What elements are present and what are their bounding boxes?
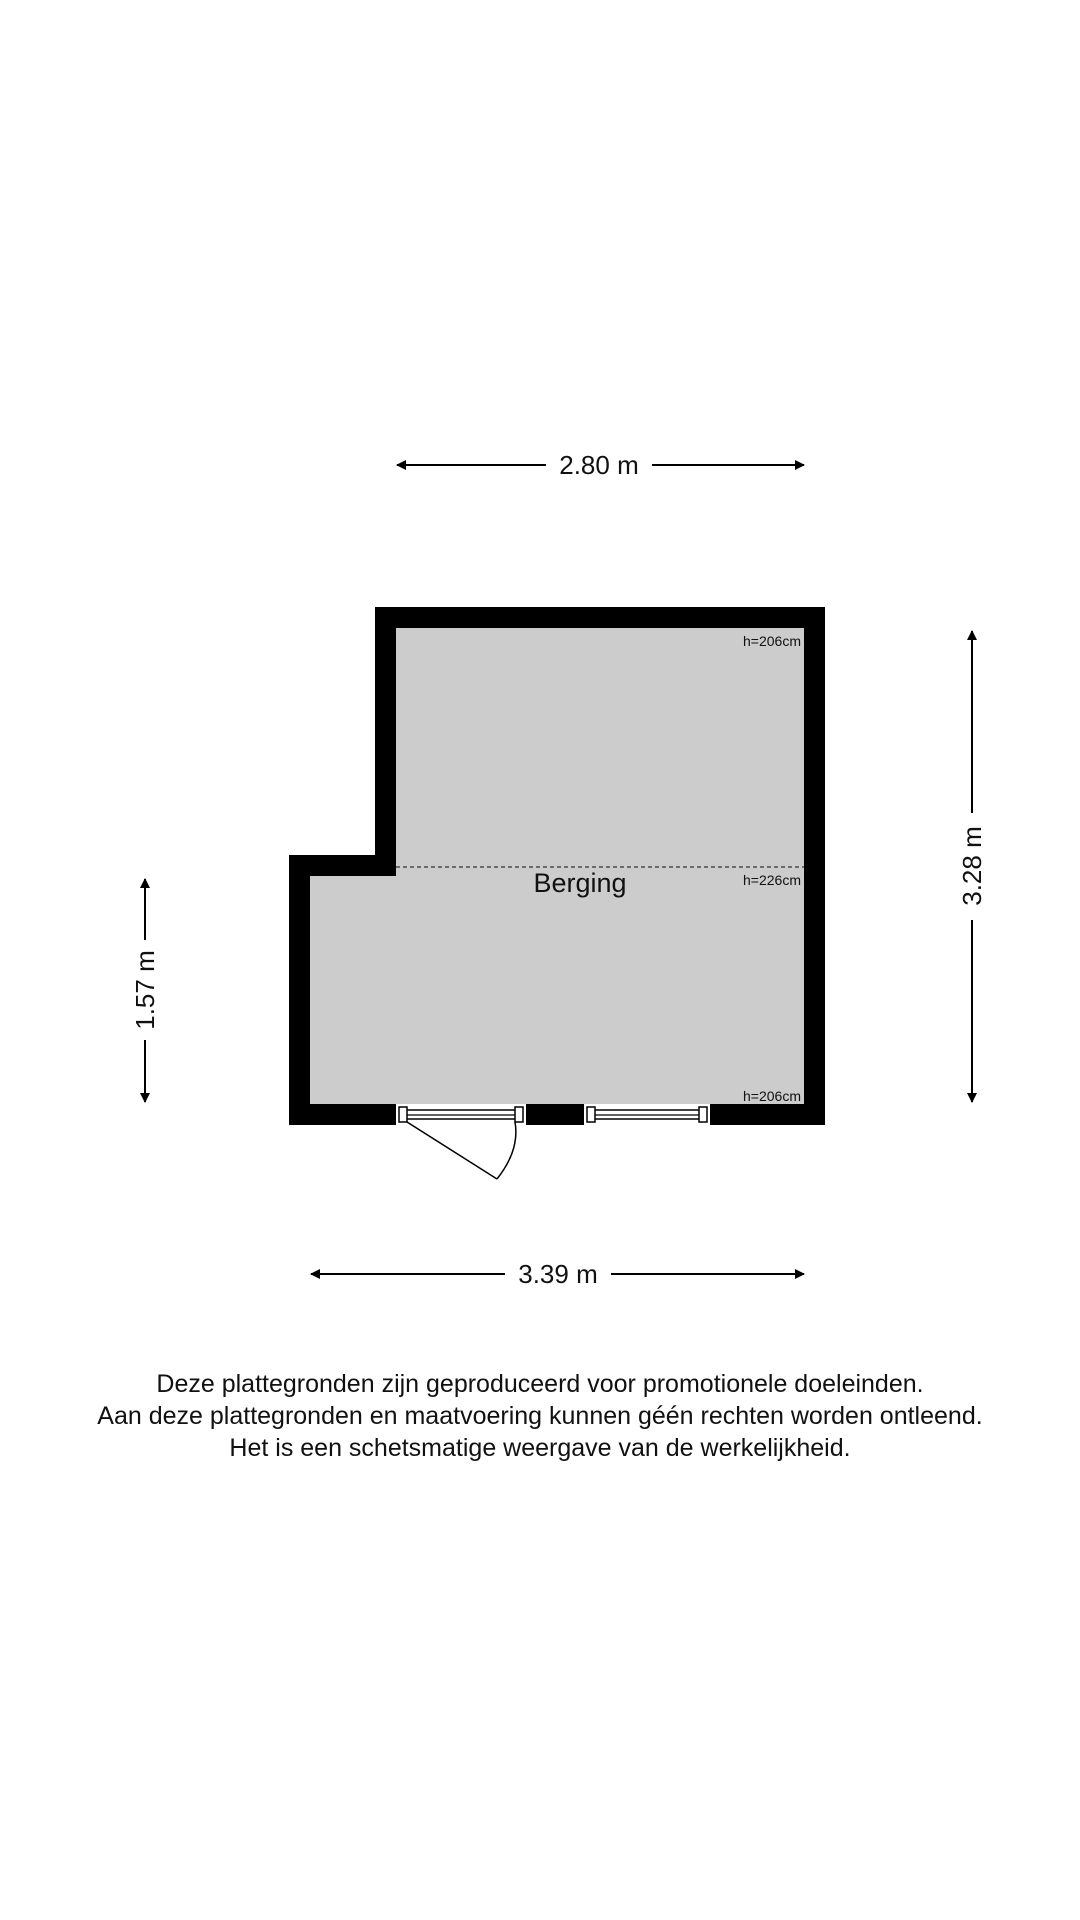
disclaimer-line-1: Deze plattegronden zijn geproduceerd voor promotionele doeleinden.	[156, 1370, 924, 1398]
dimension-bottom	[311, 1259, 804, 1289]
dimension-right	[957, 631, 987, 1102]
dimension-left-label: 1.57 m	[130, 950, 160, 1030]
window-frame	[587, 1107, 707, 1122]
dimension-left	[130, 879, 160, 1102]
height-label-middle: h=226cm	[743, 872, 801, 888]
dimension-top-label: 2.80 m	[559, 450, 639, 480]
door-swing-arc	[497, 1122, 516, 1179]
height-label-top: h=206cm	[743, 633, 801, 649]
room-label: Berging	[533, 868, 627, 898]
door-leaf	[407, 1122, 497, 1179]
height-label-bottom: h=206cm	[743, 1088, 801, 1104]
disclaimer	[0, 1368, 1080, 1464]
dimension-top	[397, 450, 804, 480]
disclaimer-line-2: Aan deze plattegronden en maatvoering kunnen géén rechten worden ontleend.	[97, 1402, 983, 1430]
disclaimer-line-3: Het is een schetsmatige weergave van de werkelijkheid.	[229, 1434, 851, 1462]
dimension-bottom-label: 3.39 m	[518, 1259, 598, 1289]
dimension-right-label: 3.28 m	[957, 826, 987, 906]
